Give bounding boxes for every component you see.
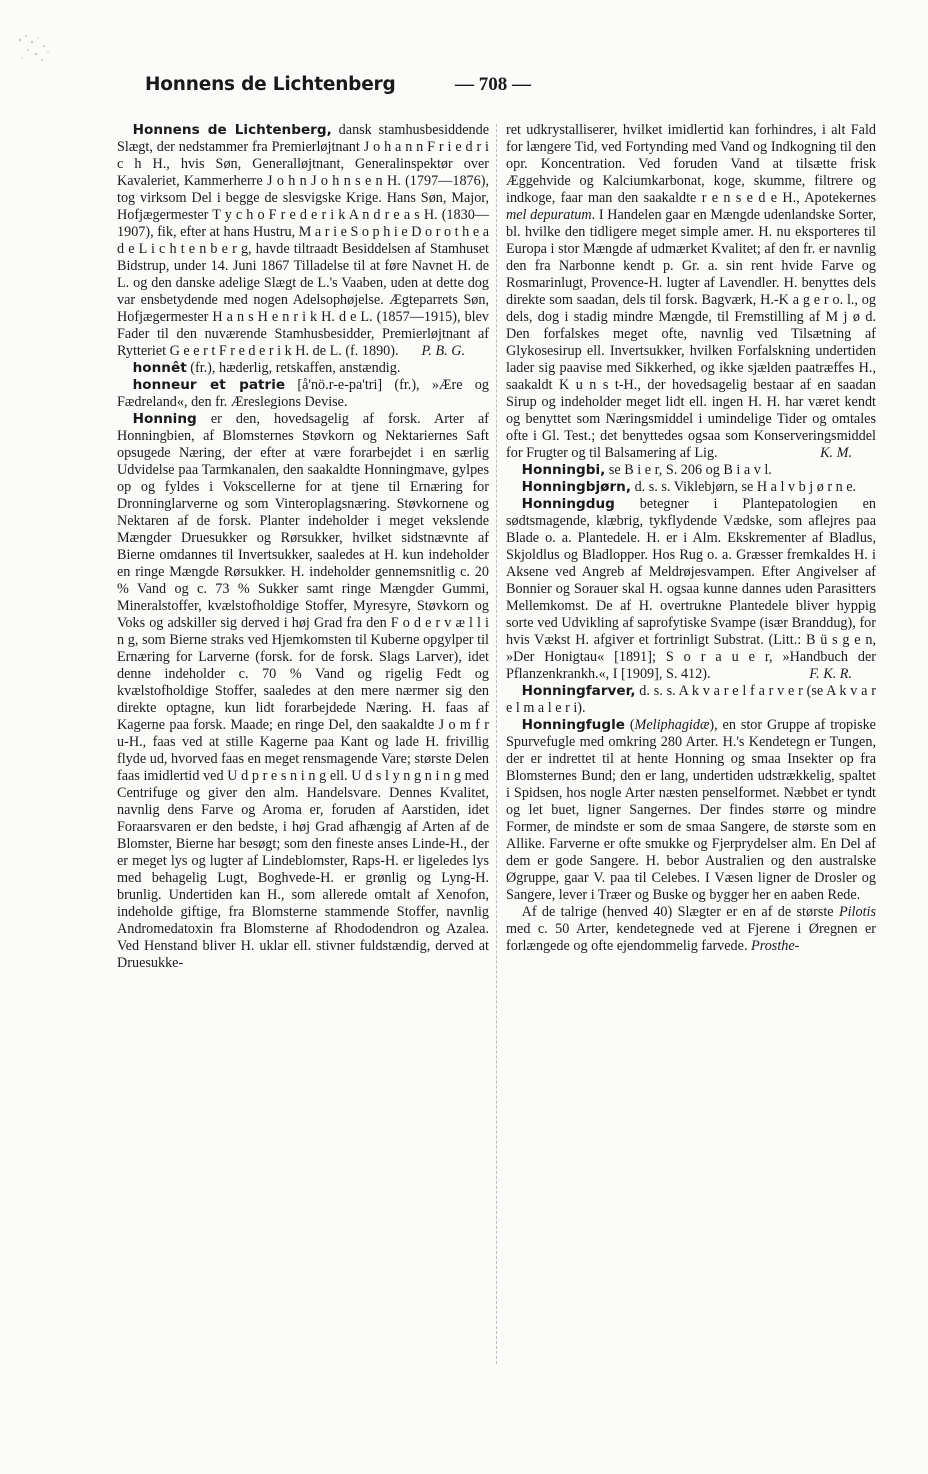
headword: honneur et patrie (132, 377, 286, 393)
headword: Honningfugle (521, 717, 625, 733)
author-signature: P. B. G. (421, 343, 465, 359)
entry-text: betegner i Plantepatologien en sødtsmagende, klæbrig, tykflydende Vædske, som aflejres paa Blade o. a. Plantedele. H. er i Alm. Ekskrementer af Bladlus, Skjoldlus og Bladlopper. Hos Rug o. a. Græsser fremkaldes H. i Aksene ved Angreb af Meldrøjesvampen. Efter Angivelser af Bonnier og Sorauer skal H. ogsaa kunne dannes uden Parasitters Mellemkomst. De af H. overtrukne Plantedele bliver hyppig sorte ved Udvikling af saprofytiske Svampe (især Branddug), for hvis Vækst H. afgiver et fortrinligt Substrat. (Litt.: B ü s g e n, »Der Honigtau« [1891]; S o r a u e r, »Handbuch der Pflanzenkrankh.«, I [1909], S. 412). (506, 496, 876, 682)
page-number: — 708 — (455, 74, 531, 95)
entry-honningbjorn (506, 479, 876, 496)
entry-honneur (117, 377, 489, 411)
entry-text: ), en stor Gruppe af tropiske Spurvefugle med omkring 280 Arter. H.'s Kendetegn er Tungen, der er indrettet til at hente Honning og smaa Insekter op fra Blomsternes Bund; den er lang, undertiden udstrækkelig, spaltet i Spidsen, hos nogle Arter næsten penselformet. Næbbet er tyndt og let buet, ligner Sangernes. Der findes større og mindre Former, de mindste er som de smaa Sangere, de største som en Allike. Farverne er ofte smukke og Fjerprydelser alm. En Del af dem er gode Sangere. H. bebor Australien og den australske Øgruppe, gaar V. paa til Celebes. I Væsen ligner de Drosler og Sangere, lever i Træer og Buske og bygger her en aaben Rede. (506, 717, 876, 903)
latin-term: mel depuratum (506, 207, 592, 223)
entry-text: ( (624, 717, 635, 733)
entry-honningdug (506, 496, 876, 683)
entry-text: er den, hovedsagelig af forsk. Arter af Honningbien, af Blomsternes Støvkorn og Nektariernes Saft opsugede Næring, der efter at være forarbejdet i en særlig Udvidelse paa Tarmkanalen, den saakaldte Honningmave, gylpes op og fyldes i Vokscellerne for at tjene til Ernæring for Dronninglarverne og som Vinteroplagsnæring. Støvkornene og Nektaren af de forsk. Planter indeholder i meget vekslende Mængder Druesukker og Rørsukker, hvilket sidstnævnte af Bierne omdannes til Invertsukker, saaledes at H. kun indeholder en ringe Mængde Rørsukker. H. indeholder gennemsnitlig c. 20 % Vand og c. 73 % Sukker samt ringe Mængder Gummi, Mineralstoffer, kvælstofholdige Stoffer, Myresyre, Støvkorn og Voks og adskiller sig derved i høj Grad fra den F o d e r v æ l l i n g, som Bierne straks ved Hjemkomsten til Kuberne opgylper til Ernæring for Larverne (forsk. for de forsk. Slags Larver), idet denne indeholder c. 70 % Vand og rigelig Fedt og kvælstofholdige Stoffer, saaledes at den mere nærmer sig den direkte optagne, kun lidt forarbejdede Næring. H. faas af Kagerne paa forsk. Maade; en ringe Del, den saakaldte J o m f r u-H., faas ved at stille Kagerne paa Kant og lade H. frivillig flyde ud, hvorved faas en meget rensmagende Vare; største Delen faas imidlertid ved U d p r e s n i n g ell. U d s l y n g n i n g med Centrifuge og giver den alm. Handelsvare. Dennes Kvalitet, navnlig dens Farve og Aroma er, foruden af Aarstiden, idet Foraarsvaren er den bedste, i høj Grad afhængig af Arten af de Blomster, Bierne har besøgt; som den fineste anses Linde-H., der er meget lys og lugter af Lindeblomster, Raps-H. er ligeledes lys med behagelig Lugt, Boghvede-H. er grønlig og Lyng-H. brunlig. Undertiden kan H., som allerede omtalt af Xenofon, indeholde giftige, fra Blomsterne stammende Stoffer, navnlig Andromedatoxin fra Blomsterne af Rhododendron og Azalea. Ved Henstand bliver H. uklar ell. stivner fuldstændig, derved at Druesukke- (117, 411, 489, 971)
entry-text: . I Handelen gaar en Mængde udenlandske Sorter, bl. hvilke den tidligere meget simple amer. H. nu eksporteres til Europa i stor Mængde af udmærket Kvalitet; af den fr. er navnlig den fra Narbonne kendt p. Gr. a. sin rent hvide Farve og Rosmarinlugt, Provence-H. lugter af Lavendler. H. benyttes dels direkte som saadan, dels til forsk. Bagværk, H.-K a g e r o. l., og dels, dog i stadig mindre Mængde, til Fremstilling af M j ø d. Den forfalskes meget ofte, navnlig ved Tilsætning af Glykosesirup ell. Invertsukker, hvilken Forfalskning undertiden lader sig paavise med Sikkerhed, og ikke sjælden paatræffes H., saakaldt K u n s t-H., der hovedsagelig bestaar af en saadan Sirup og indeholder meget lidt ell. ingen H. H. har været kendt og benyttet som Næringsmiddel i umindelige Tider og omtales ofte i Gl. Test.; det benyttedes ogsaa som Konserveringsmiddel for Frugter og til Balsamering af Lig. (506, 207, 876, 461)
running-head-title: Honnens de Lichtenberg (145, 74, 396, 95)
headword: honnêt (132, 360, 187, 376)
headword: Honningfarver, (521, 683, 636, 699)
author-signature: K. M. (820, 445, 852, 461)
entry-honningbi (506, 462, 876, 479)
headword: Honning (132, 411, 197, 427)
entry-text: se B i e r, S. 206 og B i a v l. (605, 462, 772, 478)
headword: Honningbi, (521, 462, 606, 478)
latin-term: Meliphagidæ (634, 717, 710, 733)
entry-text: d. s. s. A k v a r e l f a r v e r (se A k v a r e l m a l e r i). (506, 683, 876, 716)
latin-term: Prosthe- (751, 938, 800, 954)
entry-text: dansk stamhusbesiddende Slægt, der nedstammer fra Premierløjtnant J o h a n n F r i e d r i c h H., hvis Søn, Generalløjtnant, Generalinspektør over Kavaleriet, Kammerherre J o h n J o h n s e n H. (1797—1876), tog virksom Del i begge de slesvigske Krige. Hans Søn, Major, Hofjægermester T y c h o F r e d e r i k A n d r e a s H. (1830—1907), fik, efter at hans Hustru, M a r i e S o p h i e D o r o t h e a d e L i c h t e n b e r g, havde tiltraadt Besiddelsen af Stamhuset Bidstrup, under 14. Juni 1867 Tilladelse til at føre Navnet H. de L. og den danske adelige Slægt de L.'s Vaaben, uden at dette dog var ensbetydende med nogen Adelsophøjelse. Ægteparrets Søn, Hofjægermester H a n s H e n r i k H. d e L. (1857—1915), blev Fader til den nuværende Stamhusbesidder, Premierløjtnant af Rytteriet G e e r t F r e d e r i k H. de L. (f. 1890). (117, 122, 489, 359)
headword: Honningbjørn, (521, 479, 632, 495)
entry-honningfugle (506, 717, 876, 904)
entry-text: d. s. s. Viklebjørn, se H a l v b j ø r n e. (631, 479, 857, 495)
entry-honningfugle-genera (506, 904, 876, 955)
entry-honnet (117, 360, 489, 377)
author-signature: F. K. R. (809, 666, 852, 682)
entry-honning-continued (506, 122, 876, 462)
entry-honning (117, 411, 489, 972)
right-column (506, 122, 876, 955)
headword: Honnens de Lichtenberg, (132, 122, 332, 138)
left-column (117, 122, 489, 972)
entry-text: [å'nö.r-e-pa'tri] (fr.), »Ære og Fædreland«, den fr. Æreslegions Devise. (117, 377, 489, 410)
entry-text: ret udkrystalliserer, hvilket imidlertid kan forhindres, i alt Fald for længere Tid, ved Fortynding med Vand og Indkogning til den opr. Koncentration. Ved foruden Vand at tilsætte frisk Æggehvide og Kalciumkarbonat, koge, skumme, filtrere og indkoge, faar man den saakaldte r e n s e d e H., Apotekernes (506, 122, 876, 206)
entry-text: med c. 50 Arter, kendetegnede ved at Fjerene i Øregnen er forlængede og ofte ejendommelig farvede. (506, 921, 876, 954)
running-head (145, 74, 885, 100)
column-divider (496, 124, 497, 1364)
headword: Honningdug (521, 496, 615, 512)
entry-text: (fr.), hæderlig, retskaffen, anstændig. (186, 360, 401, 376)
latin-term: Pilotis (838, 904, 876, 920)
entry-honningfarver (506, 683, 876, 717)
entry-text: Af de talrige (henved 40) Slægter er en af de største (521, 904, 839, 920)
entry-honnens (117, 122, 489, 360)
page-smudge (8, 20, 68, 70)
